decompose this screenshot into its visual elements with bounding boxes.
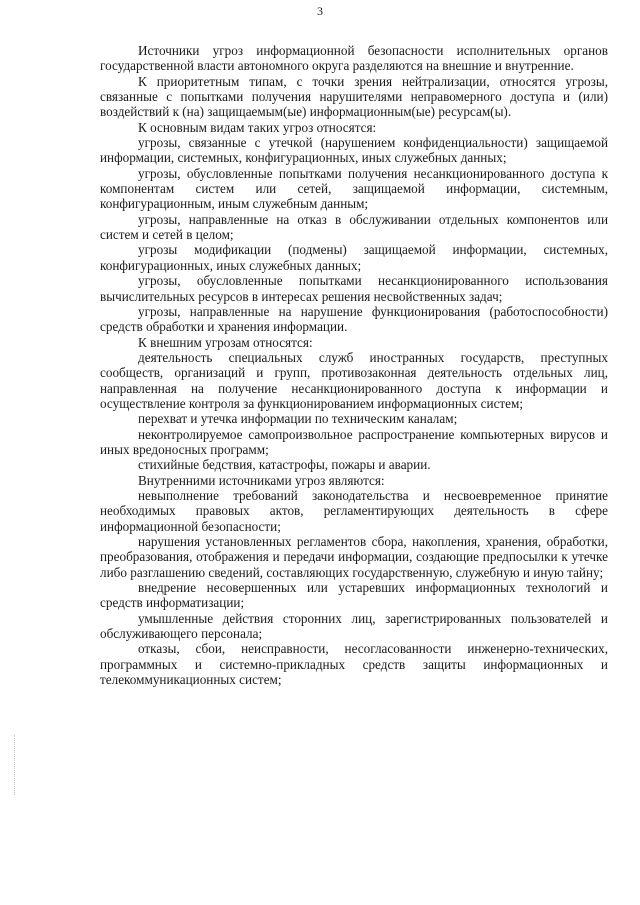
list-item-threat: угрозы, обусловленные попытками несанкционированного использования вычислительных ресурсов в интересах решения несвойственных задач; [100,273,608,304]
paragraph-priority-types: К приоритетным типам, с точки зрения нейтрализации, относятся угрозы, связанные с попытками получения нарушителями неправомерного доступа и (или) воздействий к (на) защищаемым(ые) информационным(ые) ресурсам(ы). [100,73,608,120]
list-item-threat: угрозы, обусловленные попытками получения несанкционированного доступа к компонентам систем или сетей, защищаемой информации, системным, конфигурационным, иным служебным данным; [100,165,608,212]
list-item-external-threat: перехват и утечка информации по техническим каналам; [138,411,458,427]
list-item-internal-source: умышленные действия сторонних лиц, зарегистрированных пользователей и обслуживающего персонала; [100,610,608,642]
list-item-external-threat: стихийные бедствия, катастрофы, пожары и аварии. [138,457,431,473]
list-item-internal-source: внедрение несовершенных или устаревших информационных технологий и средств информатизации; [100,580,608,611]
list-item-internal-source: нарушения установленных регламентов сбора, накопления, хранения, обработки, преобразования, отображения и передачи информации, создающие предпосылки к утечке либо разглашению сведений, составляющих государственную, служебную и иную тайну; [100,534,608,580]
list-item-external-threat: неконтролируемое самопроизвольное распространение компьютерных вирусов и иных вредоносных программ; [100,426,608,457]
list-item-internal-source: отказы, сбои, неисправности, несогласованности инженерно-технических, программных и системно-прикладных средств защиты информационных и телекоммуникационных систем; [100,641,608,688]
list-item-threat: угрозы, направленные на нарушение функционирования (работоспособности) средств обработки и хранения информации. [100,303,608,335]
paragraph-main-types-heading: К основным видам таких угроз относятся: [138,119,377,135]
margin-scan-artifact [14,735,16,795]
document-body [100,43,608,687]
paragraph-threat-sources-intro: Источники угроз информационной безопасности исполнительных органов государственной власти автономного округа разделяются на внешние и внутренние. [100,43,608,74]
paragraph-external-threats-heading: К внешним угрозам относятся: [138,334,313,350]
list-item-threat: угрозы, связанные с утечкой (нарушением конфиденциальности) защищаемой информации, системных, конфигурационных, иных служебных данных; [100,135,608,166]
list-item-threat: угрозы модификации (подмены) защищаемой информации, системных, конфигурационных, иных служебных данных; [100,242,608,273]
list-item-internal-source: невыполнение требований законодательства и несвоевременное принятие необходимых правовых актов, регламентирующих деятельность в сфере информационной безопасности; [100,487,608,534]
list-item-external-threat: деятельность специальных служб иностранных государств, преступных сообществ, организаций и групп, противозаконная деятельность отдельных лиц, направленная на получение несанкционированного доступа к информации и осуществление контроля за функционированием информационных систем; [100,349,608,411]
paragraph-internal-sources-heading: Внутренними источниками угроз являются: [138,472,385,488]
list-item-threat: угрозы, направленные на отказ в обслуживании отдельных компонентов или систем и сетей в целом; [100,211,608,243]
page-number: 3 [317,4,323,18]
